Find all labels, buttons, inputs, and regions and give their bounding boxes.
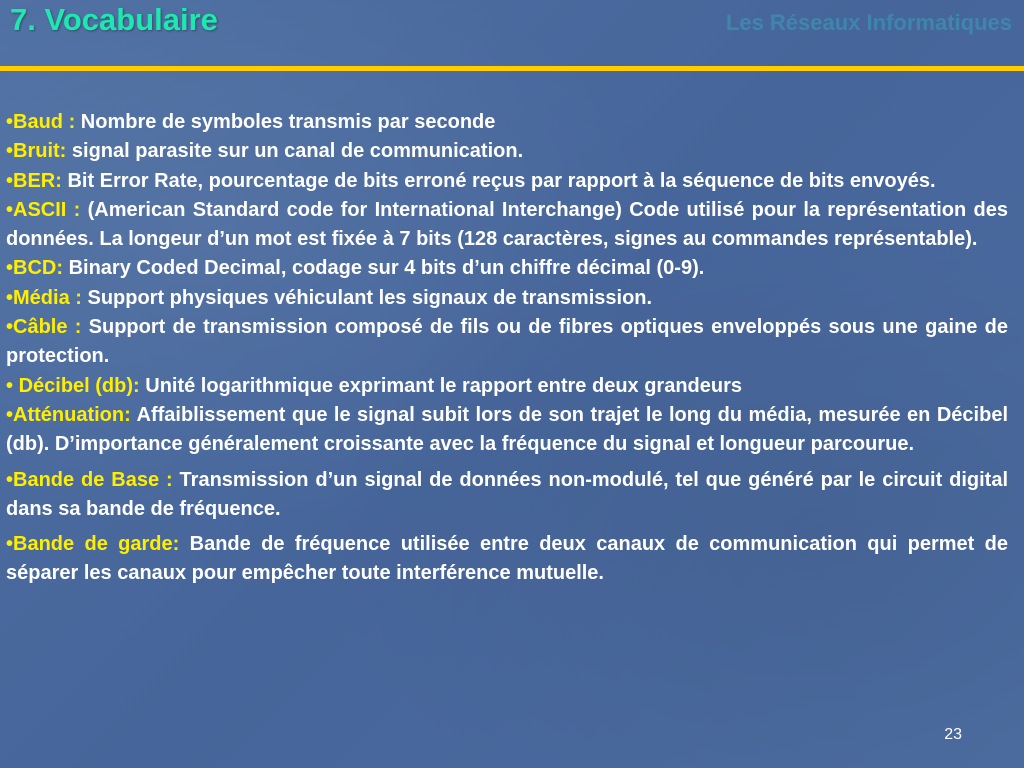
definition: Nombre de symboles transmis par seconde: [75, 111, 496, 133]
bullet-icon: •: [6, 468, 14, 491]
vocabulary-item-cable: [6, 313, 1008, 372]
vocabulary-item-media: [6, 284, 1008, 313]
bullet-icon: •: [6, 316, 14, 339]
title-divider: [0, 66, 1024, 71]
term: BER:: [13, 169, 62, 192]
term: Bande de garde:: [13, 533, 180, 556]
term: Média :: [13, 286, 82, 309]
bullet-icon: •: [6, 169, 14, 192]
vocabulary-item-bande-de-base: [6, 466, 1008, 525]
term: Décibel (db):: [13, 374, 140, 397]
vocabulary-item-attenuation: [6, 401, 1008, 460]
term: Baud :: [13, 111, 76, 133]
bullet-icon: •: [6, 533, 14, 556]
definition: Support de transmission composé de fils ou de fibres optiques enveloppés sous une gaine de protection.: [6, 316, 1008, 368]
vocabulary-item-decibel: [6, 372, 1008, 401]
bullet-icon: •: [6, 403, 14, 426]
definition: Binary Coded Decimal, codage sur 4 bits d’un chiffre décimal (0-9).: [63, 257, 705, 280]
term: Câble :: [13, 316, 82, 339]
definition: Unité logarithmique exprimant le rapport entre deux grandeurs: [139, 374, 743, 397]
bullet-icon: •: [6, 374, 14, 397]
bullet-icon: •: [6, 111, 14, 133]
bullet-icon: •: [6, 257, 14, 280]
term: ASCII :: [13, 198, 81, 221]
bullet-icon: •: [6, 140, 14, 163]
vocabulary-item-ber: [6, 167, 1008, 196]
vocabulary-item-ascii: [6, 196, 1008, 255]
vocabulary-item-bruit: [6, 137, 1008, 166]
bullet-icon: •: [6, 198, 14, 221]
vocabulary-item-bande-de-garde: [6, 530, 1008, 589]
vocabulary-item-bcd: [6, 254, 1008, 283]
vocabulary-list: [6, 108, 1008, 589]
page-number: 23: [944, 726, 962, 743]
term: Bande de Base :: [13, 468, 173, 491]
definition: Support physiques véhiculant les signaux de transmission.: [81, 286, 653, 309]
definition: (American Standard code for International Interchange) Code utilisé pour la représentation des données. La longeur d’un mot est fixée à 7 bits (128 caractères, signes au commandes représentable).: [6, 198, 1008, 251]
slide-subtitle: Les Réseaux Informatiques: [725, 10, 1012, 35]
slide-title: 7. Vocabulaire: [10, 2, 218, 37]
bullet-icon: •: [6, 286, 14, 309]
definition: Bande de fréquence utilisée entre deux canaux de communication qui permet de séparer les canaux pour empêcher toute interférence mutuelle.: [6, 533, 1009, 585]
definition: Affaiblissement que le signal subit lors de son trajet le long du média, mesurée en Décibel (db). D’importance généralement croissante avec la fréquence du signal et longueur parcourue.: [6, 403, 1008, 456]
term: Bruit:: [13, 140, 67, 163]
term: Atténuation:: [13, 403, 131, 426]
definition: Transmission d’un signal de données non-modulé, tel que généré par le circuit digital dans sa bande de fréquence.: [6, 468, 1009, 520]
vocabulary-item-baud: [6, 108, 1008, 137]
definition: Bit Error Rate, pourcentage de bits erroné reçus par rapport à la séquence de bits envoyés.: [61, 169, 936, 192]
term: BCD:: [13, 257, 64, 280]
definition: signal parasite sur un canal de communication.: [66, 140, 524, 163]
